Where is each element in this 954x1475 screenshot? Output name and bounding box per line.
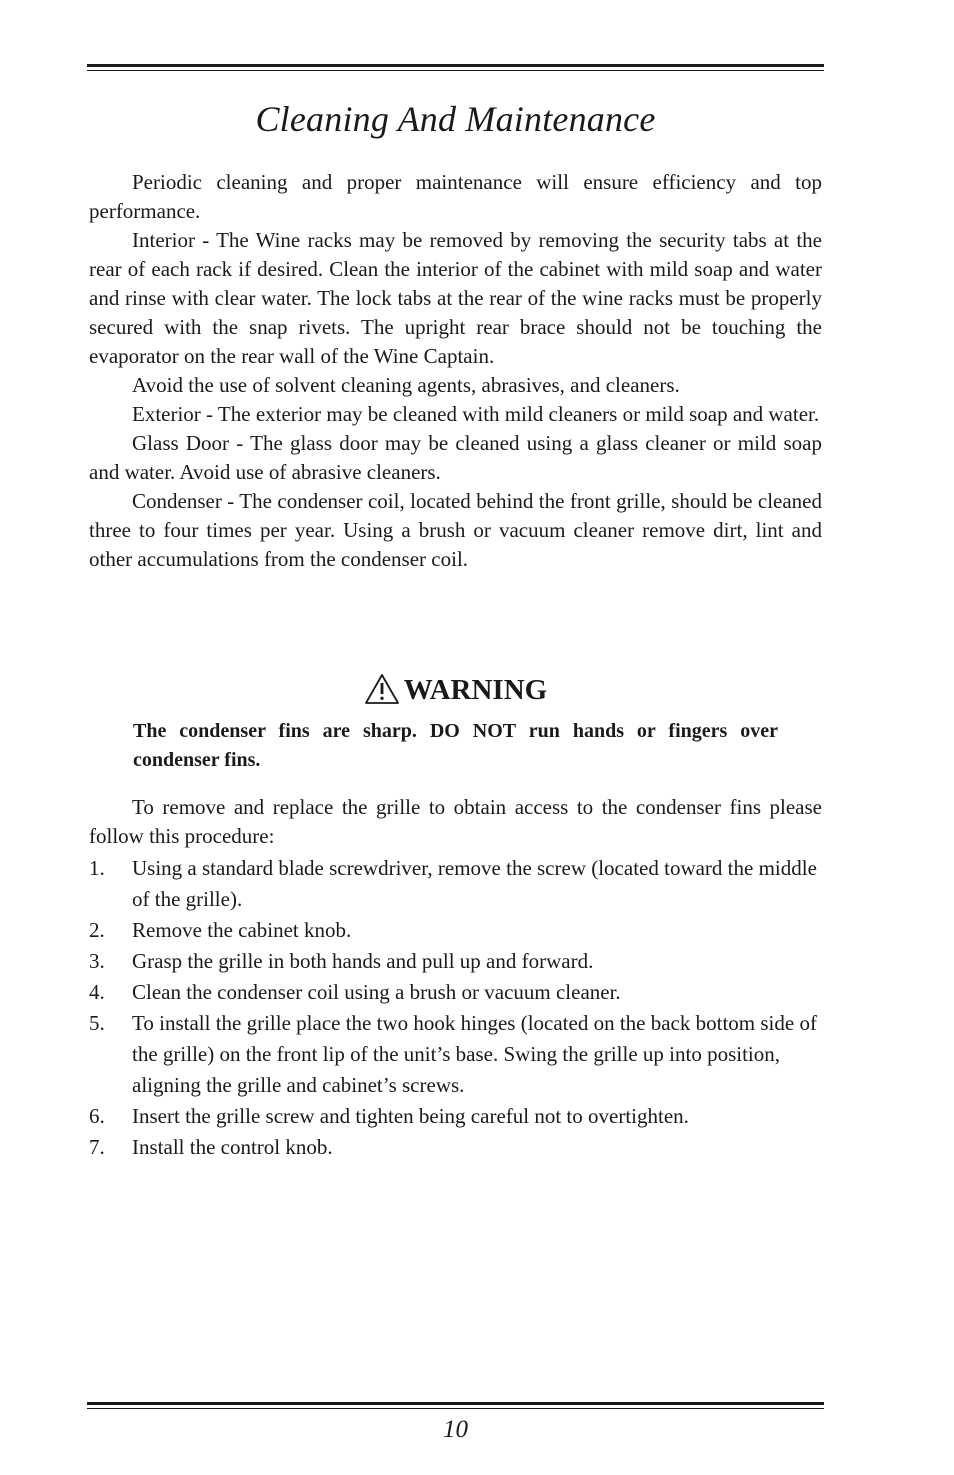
paragraph-intro: Periodic cleaning and proper maintenance will ensure efficiency and top performance. [89,170,822,223]
list-item [89,1101,822,1132]
step-text: Clean the condenser coil using a brush or vacuum cleaner. [132,980,621,1004]
step-number: 3. [89,949,105,973]
step-number: 1. [89,856,105,880]
procedure-intro: To remove and replace the grille to obtain access to the condenser fins please follow this procedure: [89,795,822,848]
paragraph-condenser: Condenser - The condenser coil, located behind the front grille, should be cleaned three to four times per year. Using a brush or vacuum cleaner remove dirt, lint and other accumulations from the condenser coil. [89,489,822,571]
paragraph-interior: Interior - The Wine racks may be removed by removing the security tabs at the rear of each rack if desired. Clean the interior of the cabinet with mild soap and water and rinse with clear water. The lock tabs at the rear of the wine racks must be properly secured with the snap rivets. The upright rear brace should not be touching the evaporator on the rear wall of the Wine Captain. [89,228,822,368]
list-item [89,853,822,915]
page-number: 10 [443,1416,468,1443]
top-divider [87,64,824,71]
list-item [89,915,822,946]
step-text: Remove the cabinet knob. [132,918,352,942]
warning-heading [87,672,824,708]
warning-triangle-icon [364,673,400,705]
step-number: 4. [89,980,105,1004]
step-number: 2. [89,918,105,942]
list-item [89,977,822,1008]
procedure-steps [89,853,822,1163]
step-text: Install the control knob. [132,1135,333,1159]
step-text: Insert the grille screw and tighten being careful not to overtighten. [132,1104,689,1128]
list-item [89,1132,822,1163]
step-number: 6. [89,1104,105,1128]
paragraph-exterior: Exterior - The exterior may be cleaned with mild cleaners or mild soap and water. [132,402,820,426]
step-number: 5. [89,1011,105,1035]
warning-label: WARNING [403,674,548,706]
step-text: Grasp the grille in both hands and pull up and forward. [132,949,594,973]
step-number: 7. [89,1135,105,1159]
list-item [89,1008,822,1101]
paragraph-glass-door: Glass Door - The glass door may be cleaned using a glass cleaner or mild soap and water. Avoid use of abrasive cleaners. [89,431,822,484]
paragraph-avoid: Avoid the use of solvent cleaning agents, abrasives, and cleaners. [132,373,680,397]
page-title: Cleaning And Maintenance [255,99,656,139]
warning-text: The condenser fins are sharp. DO NOT run hands or fingers over condenser fins. [133,720,778,771]
body-text [89,168,822,574]
step-text: Using a standard blade screwdriver, remove the screw (located toward the middle of the grille). [132,856,817,911]
step-text: To install the grille place the two hook hinges (located on the back bottom side of the grille) on the front lip of the unit’s base. Swing the grille up into position, aligning the grille and cabinet’s screws. [132,1011,817,1097]
bottom-divider [87,1402,824,1409]
list-item [89,946,822,977]
